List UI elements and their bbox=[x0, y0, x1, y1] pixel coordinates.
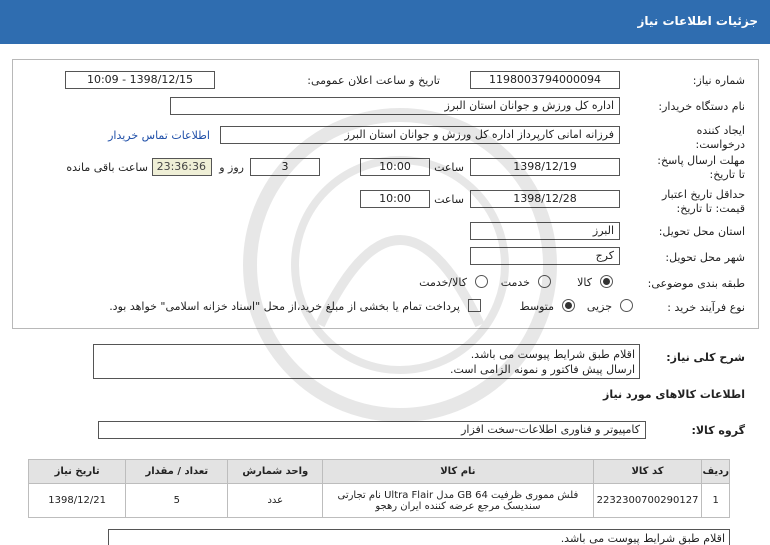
buyer-contact-link[interactable]: اطلاعات تماس خریدار bbox=[108, 129, 210, 142]
validity-label-2: قیمت: تا تاریخ: bbox=[676, 202, 745, 215]
deadline-time-field[interactable]: 10:00 bbox=[360, 158, 430, 176]
cell-row: 1 bbox=[702, 484, 730, 518]
col-row: ردیف bbox=[702, 460, 730, 484]
creator-label-2: درخواست: bbox=[695, 138, 745, 151]
col-unit: واحد شمارش bbox=[228, 460, 323, 484]
category-service-radio[interactable] bbox=[538, 275, 551, 288]
days-label: روز و bbox=[219, 161, 244, 174]
bottom-note: اقلام طبق شرایط پیوست می باشد. bbox=[108, 529, 730, 545]
cell-name bbox=[323, 484, 594, 518]
goods-group-field[interactable]: کامپیوتر و فناوری اطلاعات-سخت افزار bbox=[98, 421, 646, 439]
validity-hour-label: ساعت bbox=[434, 193, 464, 206]
announce-label: تاریخ و ساعت اعلان عمومی: bbox=[307, 74, 440, 87]
col-qty: تعداد / مقدار bbox=[126, 460, 228, 484]
category-both-radio[interactable] bbox=[475, 275, 488, 288]
buyer-label: نام دستگاه خریدار: bbox=[658, 100, 745, 113]
cell-name-line-2: سندیسک مرجع عرضه کننده ایران رهجو bbox=[375, 500, 541, 512]
validity-date-field[interactable]: 1398/12/28 bbox=[470, 190, 620, 208]
announce-datetime-field[interactable]: 1398/12/15 - 10:09 bbox=[65, 71, 215, 89]
creator-field[interactable]: فرزانه امانی کارپرداز اداره کل ورزش و جوانان استان البرز bbox=[220, 126, 620, 144]
col-name: نام کالا bbox=[323, 460, 594, 484]
summary-line-1: اقلام طبق شرایط پیوست می باشد. bbox=[470, 348, 635, 361]
city-field[interactable]: کرج bbox=[470, 247, 620, 265]
need-number-field[interactable]: 1198003794000094 bbox=[470, 71, 620, 89]
goods-table bbox=[28, 459, 730, 518]
treasury-note: پرداخت تمام یا بخشی از مبلغ خرید،از محل "اسناد خزانه اسلامی" خواهد بود. bbox=[109, 300, 460, 313]
cell-code: 2232300700290127 bbox=[593, 484, 702, 518]
cell-unit: عدد bbox=[228, 484, 323, 518]
category-goods-label: کالا bbox=[577, 276, 592, 289]
category-service-label: خدمت bbox=[500, 276, 530, 289]
deadline-hour-label: ساعت bbox=[434, 161, 464, 174]
province-field[interactable]: البرز bbox=[470, 222, 620, 240]
deadline-label: مهلت ارسال پاسخ: bbox=[657, 154, 745, 167]
summary-line-2: ارسال پیش فاکتور و نمونه الزامی است. bbox=[449, 363, 635, 376]
deadline-date-field[interactable]: 1398/12/19 bbox=[470, 158, 620, 176]
goods-table-header bbox=[29, 460, 730, 484]
summary-text bbox=[93, 344, 640, 379]
cell-date: 1398/12/21 bbox=[29, 484, 126, 518]
cell-name-line-1: فلش مموری ظرفیت GB 64 مدل Ultra Flair نام تجارتی bbox=[337, 489, 579, 501]
category-both-label: کالا/خدمت bbox=[419, 276, 467, 289]
page-header bbox=[0, 0, 770, 44]
purchase-type-label: نوع فرآیند خرید : bbox=[667, 301, 745, 314]
category-label: طبقه بندی موضوعی: bbox=[647, 277, 745, 290]
col-code: کد کالا bbox=[593, 460, 702, 484]
deadline-label-2: تا تاریخ: bbox=[709, 168, 745, 181]
table-row[interactable] bbox=[29, 484, 730, 518]
city-label: شهر محل تحویل: bbox=[665, 251, 745, 264]
purchase-minor-label: جزیی bbox=[586, 300, 612, 313]
validity-time-field[interactable]: 10:00 bbox=[360, 190, 430, 208]
validity-label: حداقل تاریخ اعتبار bbox=[661, 188, 745, 201]
col-date: تاریخ نیاز bbox=[29, 460, 126, 484]
goods-section-title: اطلاعات کالاهای مورد نیاز bbox=[603, 388, 745, 401]
remaining-label: ساعت باقی مانده bbox=[66, 161, 148, 174]
summary-label: شرح کلی نیاز: bbox=[666, 351, 745, 364]
treasury-checkbox[interactable] bbox=[468, 299, 481, 312]
buyer-field[interactable]: اداره کل ورزش و جوانان استان البرز bbox=[170, 97, 620, 115]
category-goods-radio[interactable] bbox=[600, 275, 613, 288]
creator-label: ایجاد کننده bbox=[696, 124, 745, 137]
purchase-minor-radio[interactable] bbox=[620, 299, 633, 312]
cell-qty: 5 bbox=[126, 484, 228, 518]
purchase-medium-radio[interactable] bbox=[562, 299, 575, 312]
need-number-label: شماره نیاز: bbox=[692, 74, 745, 87]
days-field[interactable]: 3 bbox=[250, 158, 320, 176]
page-title: جزئیات اطلاعات نیاز bbox=[637, 14, 758, 28]
goods-group-label: گروه کالا: bbox=[691, 424, 745, 437]
remaining-time-field: 23:36:36 bbox=[152, 158, 212, 176]
purchase-medium-label: متوسط bbox=[519, 300, 554, 313]
province-label: استان محل تحویل: bbox=[658, 225, 745, 238]
